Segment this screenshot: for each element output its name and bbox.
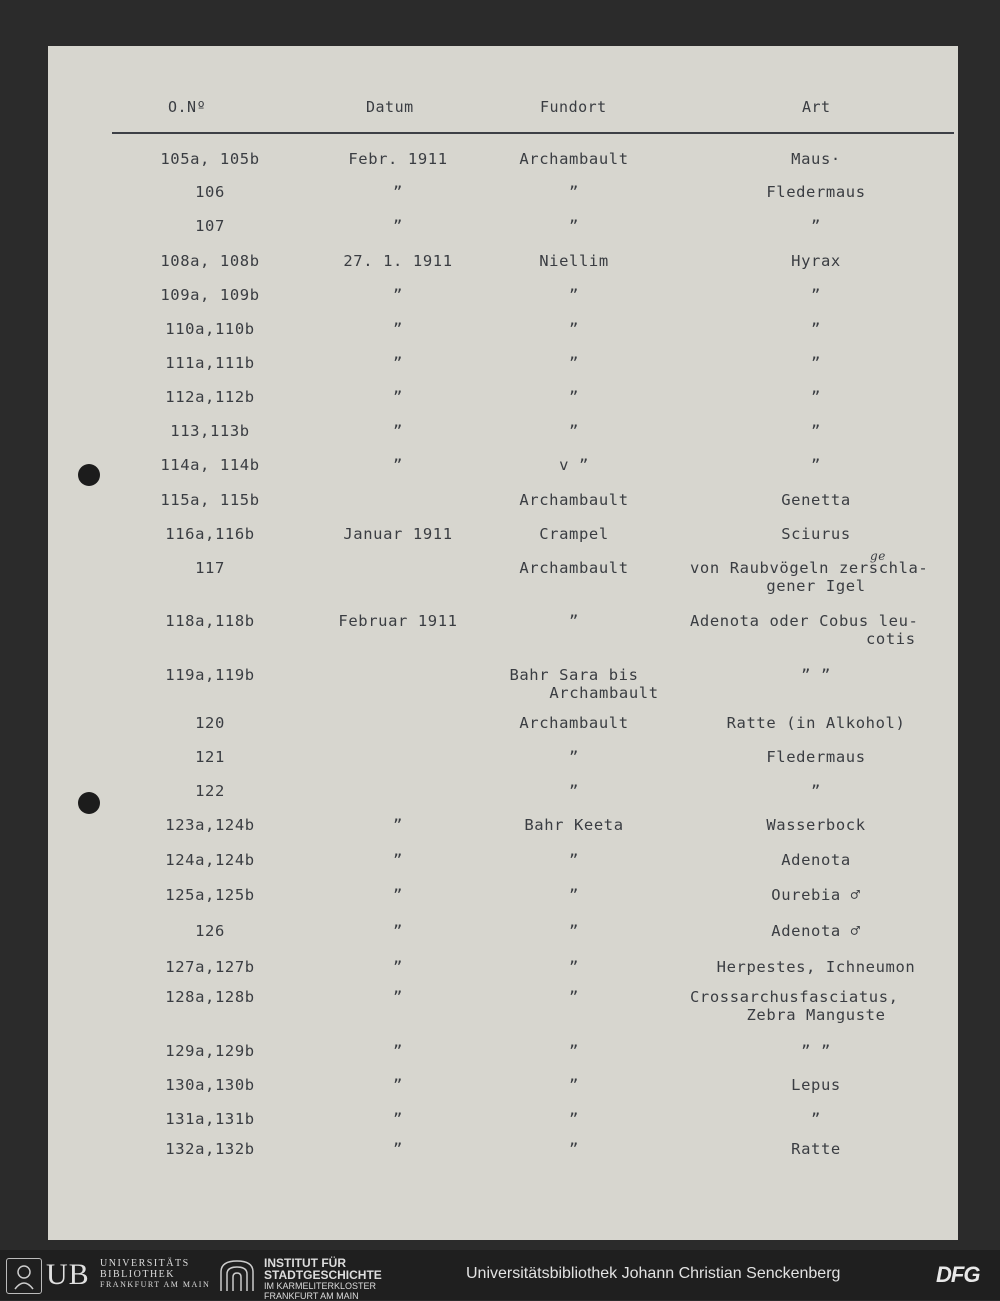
cell-datum: ” [393, 183, 403, 201]
cell-no: 114a, 114b [160, 456, 260, 474]
cell-datum: Januar 1911 [343, 525, 453, 543]
cell-fundort: ” [569, 1076, 579, 1094]
cell-art: ” [811, 422, 821, 440]
cell-no: 106 [195, 183, 225, 201]
table-row [48, 886, 958, 926]
ub-name [100, 1259, 210, 1291]
cell-no: 126 [195, 922, 225, 940]
cell-art: Genetta [781, 491, 851, 509]
cell-no: 132a,132b [165, 1140, 255, 1158]
cell-fundort: Bahr Sara bis [509, 666, 639, 684]
cell-art-cont: cotis [866, 630, 916, 648]
cell-fundort: Archambault [519, 150, 629, 168]
cell-no: 109a, 109b [160, 286, 260, 304]
header-no: O.Nº [168, 98, 207, 116]
table-row [48, 217, 958, 257]
cell-datum: ” [393, 1110, 403, 1128]
table-row [48, 1140, 958, 1180]
cell-fundort: Archambault [519, 491, 629, 509]
table-row [48, 456, 958, 496]
ub-line: FRANKFURT AM MAIN [100, 1280, 211, 1289]
footer-bar [0, 1250, 1000, 1300]
cell-art: Adenota [781, 851, 851, 869]
cell-fundort: ” [569, 1042, 579, 1060]
cell-art: ” [811, 354, 821, 372]
header-rule [112, 132, 954, 134]
cell-no: 131a,131b [165, 1110, 255, 1128]
cell-fundort: ” [569, 782, 579, 800]
cell-art: Fledermaus [766, 748, 866, 766]
cell-fundort: ” [569, 286, 579, 304]
cell-no: 113,113b [170, 422, 250, 440]
institute-arch-icon [218, 1258, 256, 1292]
cell-fundort: ” [569, 851, 579, 869]
cell-no: 128a,128b [165, 988, 255, 1006]
ub-line: UNIVERSITÄTS [100, 1258, 190, 1269]
cell-no: 117 [195, 559, 225, 577]
cell-art-cont: gener Igel [766, 577, 866, 595]
cell-datum: ” [393, 958, 403, 976]
cell-art: ” [811, 217, 821, 235]
cell-art: Ratte (in Alkohol) [726, 714, 906, 732]
cell-fundort: Crampel [539, 525, 609, 543]
cell-art: ” [811, 388, 821, 406]
cell-datum: ” [393, 851, 403, 869]
cell-art: Adenota oder Cobus leu- [690, 612, 919, 630]
cell-no: 105a, 105b [160, 150, 260, 168]
cell-no: 127a,127b [165, 958, 255, 976]
cell-datum: ” [393, 217, 403, 235]
table-row [48, 922, 958, 962]
cell-no: 124a,124b [165, 851, 255, 869]
cell-art: Fledermaus [766, 183, 866, 201]
cell-datum: ” [393, 286, 403, 304]
institute-name [264, 1258, 382, 1301]
cell-datum: ” [393, 422, 403, 440]
header-datum: Datum [366, 98, 414, 116]
cell-art: Ratte [791, 1140, 841, 1158]
cell-fundort: ” [569, 183, 579, 201]
cell-fundort: Bahr Keeta [524, 816, 624, 834]
cell-no: 112a,112b [165, 388, 255, 406]
cell-art: Crossarchusfasciatus, [690, 988, 899, 1006]
cell-art-cont: Zebra Manguste [746, 1006, 886, 1024]
cell-art: von Raubvögeln zerschla- [690, 559, 929, 577]
handwritten-note: ge [870, 549, 886, 563]
institute-line: IM KARMELITERKLOSTER [264, 1281, 377, 1291]
cell-no: 116a,116b [165, 525, 255, 543]
cell-art: Maus· [791, 150, 841, 168]
cell-datum: 27. 1. 1911 [343, 252, 453, 270]
cell-no: 129a,129b [165, 1042, 255, 1060]
cell-datum: Februar 1911 [338, 612, 458, 630]
cell-art: Sciurus [781, 525, 851, 543]
cell-fundort: ” [569, 1140, 579, 1158]
cell-art: ” [811, 782, 821, 800]
cell-datum: ” [393, 1042, 403, 1060]
cell-fundort: Archambault [519, 559, 629, 577]
cell-datum: ” [393, 388, 403, 406]
cell-datum: Febr. 1911 [348, 150, 448, 168]
ub-line: BIBLIOTHEK [100, 1268, 175, 1280]
document-page [48, 46, 958, 1240]
ub-logo: UB [46, 1258, 90, 1291]
cell-no: 130a,130b [165, 1076, 255, 1094]
table-row [48, 612, 958, 652]
cell-datum: ” [393, 922, 403, 940]
cell-art: ” [811, 320, 821, 338]
cell-no: 121 [195, 748, 225, 766]
cell-art: ” [811, 286, 821, 304]
cell-fundort: v ” [559, 456, 589, 474]
cell-no: 123a,124b [165, 816, 255, 834]
cell-fundort: ” [569, 217, 579, 235]
cell-art: Adenota ♂ [771, 922, 861, 940]
cell-fundort: ” [569, 388, 579, 406]
cell-no: 107 [195, 217, 225, 235]
cell-fundort: ” [569, 922, 579, 940]
cell-art: ” [811, 456, 821, 474]
table-row [48, 549, 958, 599]
cell-fundort: ” [569, 320, 579, 338]
cell-art: ” ” [801, 666, 831, 684]
institute-line: STADTGESCHICHTE [264, 1267, 382, 1282]
cell-fundort: Archambault [519, 714, 629, 732]
cell-datum: ” [393, 1076, 403, 1094]
cell-no: 125a,125b [165, 886, 255, 904]
cell-no: 111a,111b [165, 354, 255, 372]
cell-no: 119a,119b [165, 666, 255, 684]
cell-datum: ” [393, 1140, 403, 1158]
cell-no: 110a,110b [165, 320, 255, 338]
dfg-logo: DFG [936, 1262, 980, 1287]
cell-fundort: ” [569, 886, 579, 904]
table-row [48, 816, 958, 856]
cell-fundort: ” [569, 988, 579, 1006]
cell-no: 120 [195, 714, 225, 732]
library-name: Universitätsbibliothek Johann Christian Senckenberg [466, 1265, 841, 1282]
cell-no: 122 [195, 782, 225, 800]
cell-datum: ” [393, 320, 403, 338]
header-art: Art [802, 98, 831, 116]
cell-art: Herpestes, Ichneumon [716, 958, 916, 976]
cell-datum: ” [393, 456, 403, 474]
cell-no: 115a, 115b [160, 491, 260, 509]
cell-datum: ” [393, 886, 403, 904]
cell-art: Wasserbock [766, 816, 866, 834]
cell-fundort: ” [569, 422, 579, 440]
cell-fundort: ” [569, 958, 579, 976]
cell-art: ” [811, 1110, 821, 1128]
cell-datum: ” [393, 988, 403, 1006]
cell-fundort: Niellim [539, 252, 609, 270]
cell-fundort: ” [569, 612, 579, 630]
cell-datum: ” [393, 354, 403, 372]
ub-seal-icon [6, 1258, 42, 1294]
cell-no: 118a,118b [165, 612, 255, 630]
cell-art: Hyrax [791, 252, 841, 270]
cell-art: ” ” [801, 1042, 831, 1060]
cell-datum: ” [393, 816, 403, 834]
cell-fundort-cont: Archambault [549, 684, 659, 702]
cell-fundort: ” [569, 1110, 579, 1128]
table-row [48, 851, 958, 891]
table-row [48, 666, 958, 706]
cell-art: Ourebia ♂ [771, 886, 861, 904]
cell-fundort: ” [569, 748, 579, 766]
institute-line: FRANKFURT AM MAIN [264, 1291, 359, 1301]
cell-art: Lepus [791, 1076, 841, 1094]
institute-line: INSTITUT FÜR [264, 1256, 346, 1270]
cell-fundort: ” [569, 354, 579, 372]
cell-no: 108a, 108b [160, 252, 260, 270]
header-fundort: Fundort [540, 98, 607, 116]
table-row [48, 988, 958, 1028]
